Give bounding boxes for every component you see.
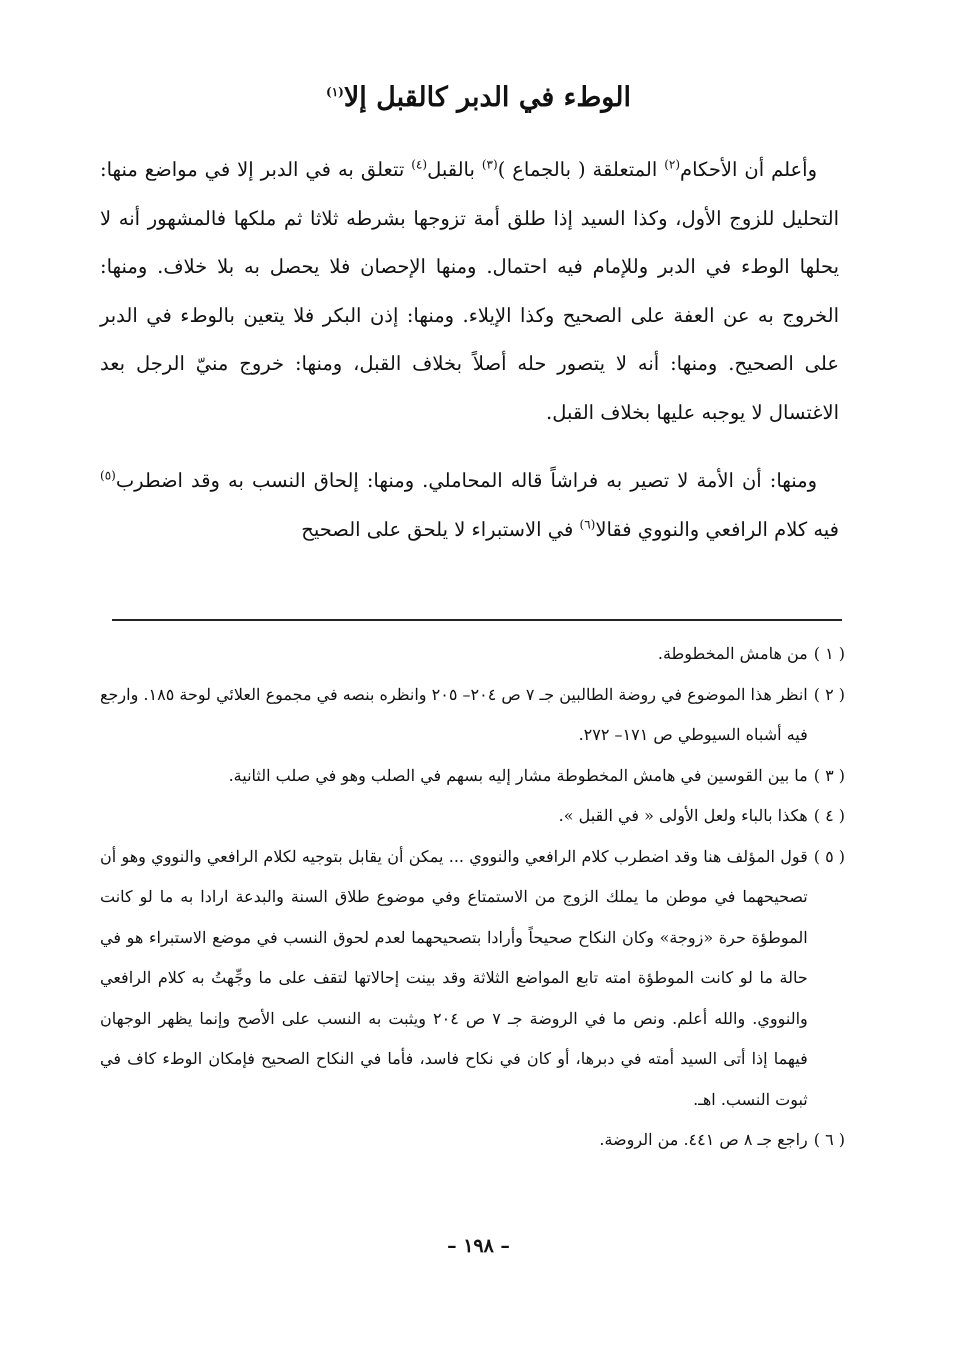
paragraph-1	[100, 146, 839, 437]
footnote-text: انظر هذا الموضوع في روضة الطالبين جـ ٧ ص ٢٠٤– ٢٠٥ وانظره بنصه في مجموع العلائي لوحة ١٨٥. وارجع فيه أشباه السيوطي ص ١٧١– ٢٧٢.	[100, 684, 808, 744]
paragraph-1-seg-2: المتعلقة ( بالجماع )	[497, 158, 665, 181]
footnote-3	[100, 756, 845, 797]
footnote-ref-3: (٣)	[481, 157, 498, 172]
footnote-number: ( ٣ )	[813, 765, 845, 785]
page-title	[0, 78, 957, 118]
footnote-text: ما بين القوسين في هامش المخطوطة مشار إليه بسهم في الصلب وهو في صلب الثانية.	[228, 765, 808, 785]
footnote-5	[100, 837, 845, 1121]
footnote-ref-2: (٢)	[664, 157, 681, 172]
footnote-1	[100, 634, 845, 675]
footnote-number: ( ١ )	[813, 644, 845, 663]
footnote-ref-6: (٦)	[579, 517, 596, 531]
page-number: – ١٩٨ –	[447, 1235, 510, 1257]
footnote-text: قول المؤلف هنا وقد اضطرب كلام الرافعي والنووي ... يمكن أن يقابل بتوجيه لكلام الرافعي والنووي وهو أن تصحيحهما في موطن ما يملك الزوج من الاستمتاع وفي موضوع طلاق السنة والبدعة ارادا به ما لو كانت الموطؤة حرة «زوجة» وكان النكاح صحيحاً وأرادا بتصحيحهما لعدم لحوق النسب في موضع الاستبراء هو في حالة ما لو كانت الموطؤة امته تابع المواضع الثلاثة وقد بينت إحالاتها لتقف على ما وجِّهتُ به كلام الرافعي والنووي. والله أعلم. ونص ما في الروضة جـ ٧ ص ٢٠٤ ويثبت به النسب على الأصح وإنما يظهر الوجهان فيهما إذا أتى السيد أمته في دبرها، أو كان في نكاح فاسد، فأما في النكاح الصحيح فإمكان الوطء كاف في ثبوت النسب. اهـ.	[100, 846, 808, 1109]
paragraph-1-seg-4: تتعلق به في الدبر إلا في مواضع منها: التحليل للزوج الأول، وكذا السيد إذا طلق أمة تزوجها بشرطه ثلاثا ثم ملكها فالمشهور أنه لا يحلها الوطء في الدبر وللإمام فيه احتمال. ومنها الإحصان فلا يحصل به بلا خلاف. ومنها: الخروج به عن العفة على الصحيح وكذا الإيلاء. ومنها: إذن البكر فلا يتعين بالوطء في الدبر على الصحيح. ومنها: أنه لا يتصور حله أصلاً بخلاف القبل، ومنها: خروج منيّ الرجل بعد الاغتسال لا يوجبه عليها بخلاف القبل.	[100, 158, 839, 424]
footnote-2	[100, 675, 845, 756]
paragraph-1-seg-3: بالقبل	[427, 158, 482, 181]
footnote-number: ( ٢ )	[813, 684, 845, 704]
footnote-ref-4: (٤)	[411, 157, 428, 172]
footnotes	[100, 634, 845, 1161]
footnote-ref-5: (٥)	[100, 468, 116, 483]
footnote-text: هكذا بالباء ولعل الأولى « في القبل ».	[558, 806, 808, 825]
footnote-text: من هامش المخطوطة.	[657, 644, 808, 663]
paragraph-2-seg-2: فيه كلام الرافعي والنووي فقالا	[595, 517, 839, 541]
footnote-6	[100, 1120, 845, 1161]
main-text	[100, 146, 839, 554]
footnote-number: ( ٤ )	[813, 806, 845, 825]
title-text: الوطء في الدبر كالقبل إلا	[343, 82, 631, 113]
footnote-divider	[112, 619, 842, 621]
paragraph-1-seg-1: وأعلم أن الأحكام	[680, 158, 817, 181]
paragraph-2-seg-1: ومنها: أن الأمة لا تصير به فراشاً قاله المحاملي. ومنها: إلحاق النسب به وقد اضطرب	[115, 469, 817, 492]
title-footnote-ref: (١)	[326, 85, 344, 99]
paragraph-2-seg-3: في الاستبراء لا يلحق على الصحيح	[301, 517, 580, 541]
paragraph-2	[100, 457, 839, 554]
footnote-text: راجع جـ ٨ ص ٤٤١. من الروضة.	[599, 1130, 808, 1149]
footnote-4	[100, 796, 845, 837]
footnote-number: ( ٥ )	[813, 846, 845, 866]
footnote-number: ( ٦ )	[813, 1130, 845, 1149]
